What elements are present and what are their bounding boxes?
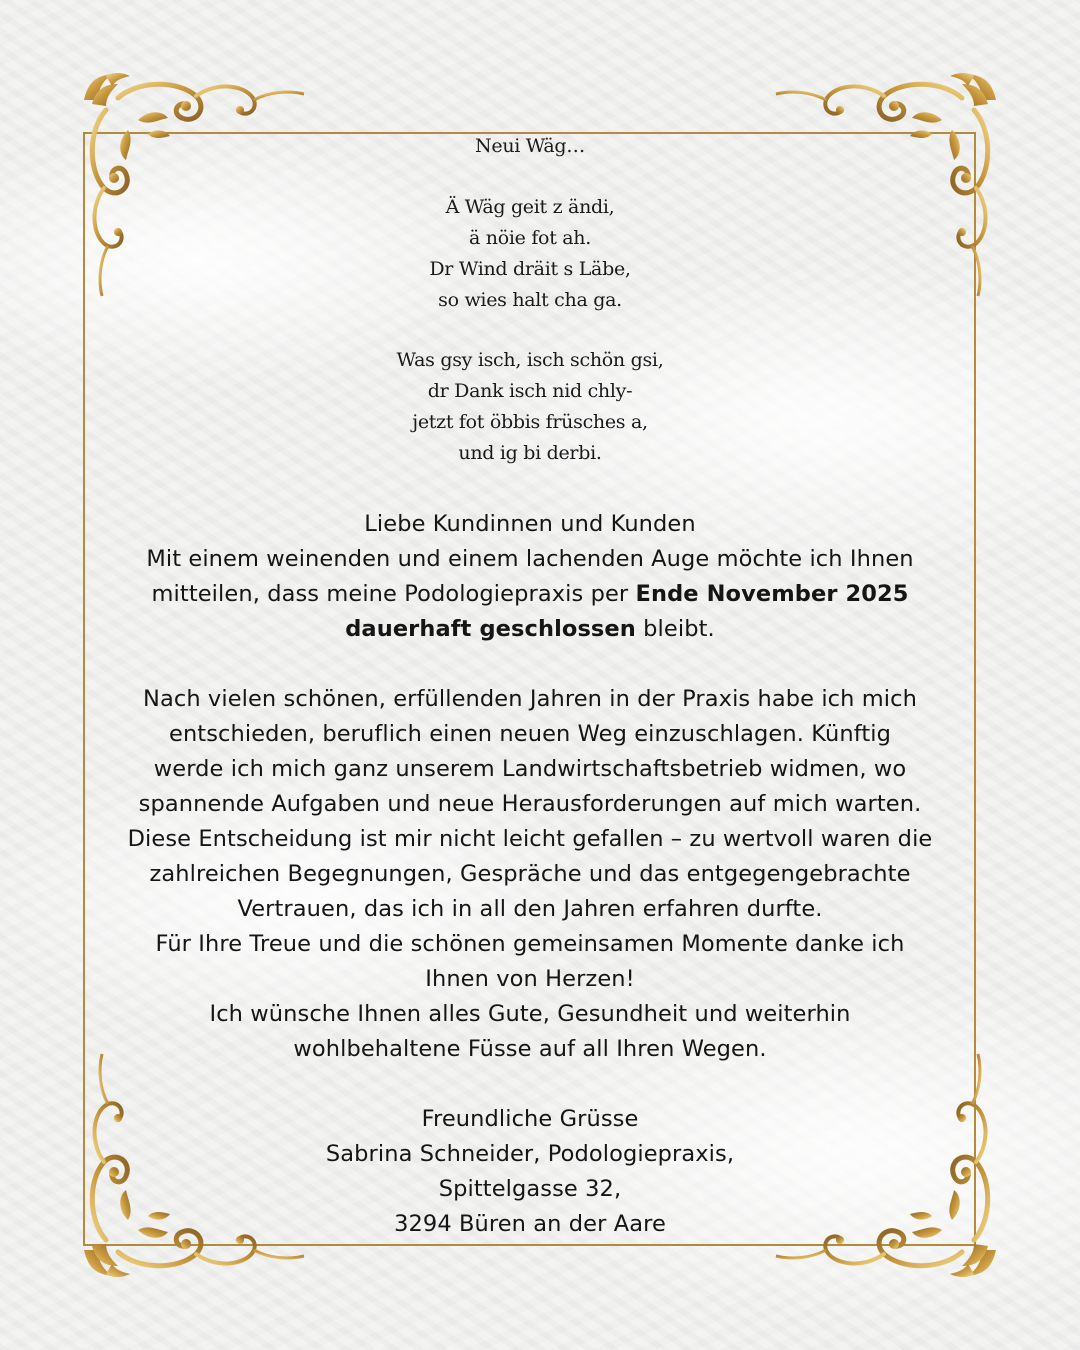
poem-line: Ä Wäg geit z ändi, [445,196,615,218]
signature-block [80,1102,980,1242]
poem-stanza-2 [0,345,1060,469]
greeting: Liebe Kundinnen und Kunden [364,511,696,537]
announcement-intro [80,507,980,647]
closed-permanently-emphasis: dauerhaft geschlossen [345,616,636,642]
body-line: spannende Aufgaben und neue Herausforderungen auf mich warten. [138,791,922,817]
intro-text: bleibt. [635,616,715,642]
letter-body [80,682,980,1067]
intro-line: Mit einem weinenden und einem lachenden Auge möchte ich Ihnen [146,546,914,572]
poem-title-text: Neui Wäg… [475,135,585,157]
body-line: zahlreichen Begegnungen, Gespräche und das entgegengebrachte [149,861,911,887]
body-line: Vertrauen, das ich in all den Jahren erfahren durfte. [237,896,823,922]
intro-text: mitteilen, dass meine Podologiepraxis per [151,581,636,607]
body-line: Für Ihre Treue und die schönen gemeinsamen Momente danke ich [155,931,905,957]
poem-stanza-1 [0,192,1060,316]
intro-line [80,612,980,647]
signature-name: Sabrina Schneider, Podologiepraxis, [325,1141,735,1167]
closing-date-emphasis: Ende November 2025 [635,581,909,607]
body-line: Diese Entscheidung ist mir nicht leicht gefallen – zu wertvoll waren die [127,826,933,852]
signature-street: Spittelgasse 32, [438,1176,622,1202]
poem-line: dr Dank isch nid chly- [427,380,633,402]
poem-line: so wies halt cha ga. [438,289,622,311]
poem-line: Was gsy isch, isch schön gsi, [396,349,664,371]
closing: Freundliche Grüsse [421,1106,639,1132]
poem-line: Dr Wind dräit s Läbe, [429,258,631,280]
body-line: entschieden, beruflich einen neuen Weg einzuschlagen. Künftig [169,721,891,747]
poem-line: ä nöie fot ah. [469,227,591,249]
body-line: Ihnen von Herzen! [425,966,635,992]
signature-city: 3294 Büren an der Aare [394,1211,666,1237]
body-line: wohlbehaltene Füsse auf all Ihren Wegen. [293,1036,767,1062]
body-line: Ich wünsche Ihnen alles Gute, Gesundheit und weiterhin [209,1001,851,1027]
poem-title [0,131,1060,162]
poem-line: und ig bi derbi. [458,442,602,464]
body-line: werde ich mich ganz unserem Landwirtschaftsbetrieb widmen, wo [153,756,907,782]
poem-line: jetzt fot öbbis früsches a, [412,411,648,433]
body-line: Nach vielen schönen, erfüllenden Jahren in der Praxis habe ich mich [143,686,917,712]
intro-line [80,577,980,612]
